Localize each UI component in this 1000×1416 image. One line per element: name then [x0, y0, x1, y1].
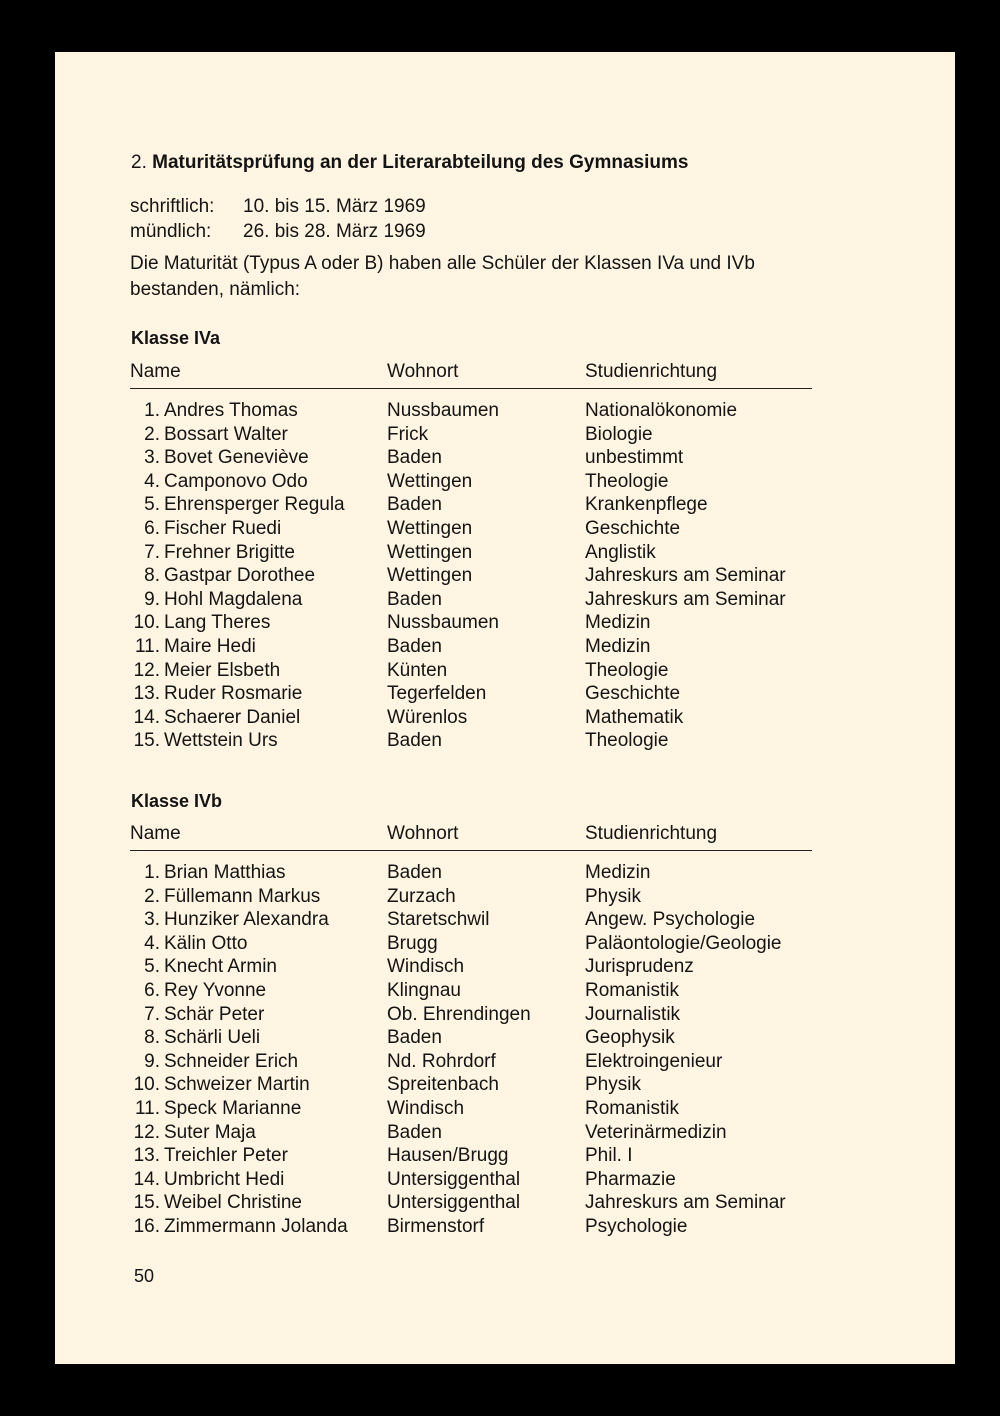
- row-number: 9.: [144, 1050, 160, 1072]
- table-row: [130, 729, 812, 753]
- row-wohnort: Baden: [387, 447, 442, 469]
- table-row: [130, 706, 812, 730]
- row-studienrichtung: unbestimmt: [585, 447, 684, 469]
- row-number: 10.: [133, 1074, 160, 1096]
- row-name: Hunziker Alexandra: [164, 909, 329, 931]
- table-row: [130, 493, 812, 517]
- row-wohnort: Nussbaumen: [387, 612, 499, 634]
- row-name: Lang Theres: [164, 612, 271, 634]
- row-name: Zimmermann Jolanda: [164, 1215, 348, 1237]
- row-wohnort: Wettingen: [387, 541, 473, 563]
- row-name: Hohl Magdalena: [164, 588, 303, 610]
- row-number: 13.: [133, 1145, 160, 1167]
- table-row: [130, 541, 812, 565]
- table-row: [130, 979, 812, 1003]
- row-name: Fischer Ruedi: [164, 517, 282, 539]
- row-wohnort: Nussbaumen: [387, 400, 499, 421]
- row-name: Weibel Christine: [164, 1192, 302, 1214]
- row-number: 16.: [133, 1215, 160, 1237]
- row-number: 13.: [133, 683, 160, 705]
- row-name: Ruder Rosmarie: [164, 683, 303, 705]
- date-value: 10. bis 15. März 1969: [243, 196, 426, 217]
- row-number: 4.: [144, 470, 160, 492]
- row-name: Meier Elsbeth: [164, 659, 281, 681]
- row-number: 12.: [133, 659, 160, 681]
- table-row: [130, 861, 812, 885]
- row-number: 3.: [144, 909, 160, 931]
- header-wohnort: Wohnort: [387, 361, 459, 382]
- row-studienrichtung: Medizin: [585, 862, 651, 883]
- page-number: 50: [134, 1266, 155, 1286]
- table-row: [130, 659, 812, 683]
- row-studienrichtung: Geschichte: [585, 683, 681, 705]
- row-number: 8.: [144, 1027, 160, 1049]
- row-wohnort: Baden: [387, 635, 442, 657]
- section-heading: [131, 152, 688, 174]
- row-number: 12.: [133, 1121, 160, 1143]
- row-name: Bovet Geneviève: [164, 447, 309, 469]
- table-row: [130, 955, 812, 979]
- row-wohnort: Baden: [387, 862, 442, 883]
- row-name: Andres Thomas: [164, 400, 298, 421]
- table-row: [130, 932, 812, 956]
- row-studienrichtung: Paläontologie/Geologie: [585, 932, 782, 954]
- row-name: Schneider Erich: [164, 1050, 299, 1072]
- row-studienrichtung: Psychologie: [585, 1215, 688, 1237]
- row-wohnort: Spreitenbach: [387, 1074, 499, 1096]
- row-studienrichtung: Geophysik: [585, 1027, 675, 1049]
- row-studienrichtung: Jahreskurs am Seminar: [585, 588, 786, 610]
- row-number: 9.: [144, 588, 160, 610]
- row-wohnort: Birmenstorf: [387, 1215, 485, 1237]
- row-studienrichtung: Geschichte: [585, 517, 681, 539]
- row-wohnort: Klingnau: [387, 979, 461, 1001]
- row-number: 4.: [144, 932, 160, 954]
- row-name: Füllemann Markus: [164, 885, 321, 907]
- row-number: 8.: [144, 565, 160, 587]
- row-wohnort: Baden: [387, 1027, 442, 1049]
- row-studienrichtung: Phil. I: [585, 1145, 633, 1167]
- row-number: 6.: [144, 979, 160, 1001]
- row-wohnort: Wettingen: [387, 565, 473, 587]
- table-row: [130, 1121, 812, 1145]
- row-wohnort: Untersiggenthal: [387, 1168, 521, 1190]
- row-wohnort: Baden: [387, 730, 442, 752]
- table-row: [130, 1215, 812, 1239]
- row-studienrichtung: Nationalökonomie: [585, 400, 738, 421]
- row-name: Rey Yvonne: [164, 979, 267, 1001]
- table-row: [130, 423, 812, 447]
- table-header: [130, 821, 812, 851]
- header-name: Name: [130, 823, 181, 844]
- table-header: [130, 359, 812, 389]
- table-row: [130, 446, 812, 470]
- row-name: Camponovo Odo: [164, 470, 308, 492]
- table-row: [130, 1168, 812, 1192]
- row-number: 14.: [133, 1168, 160, 1190]
- table-row: [130, 588, 812, 612]
- table-row: [130, 908, 812, 932]
- row-wohnort: Ob. Ehrendingen: [387, 1003, 531, 1025]
- class-table-iva: [130, 359, 812, 753]
- date-label: schriftlich:: [130, 196, 215, 217]
- row-number: 11.: [134, 635, 160, 657]
- row-studienrichtung: Jahreskurs am Seminar: [585, 1192, 786, 1214]
- intro-paragraph: Die Maturität (Typus A oder B) haben alle Schüler der Klassen IVa und IVb bestanden, nämlich:: [130, 253, 755, 300]
- row-name: Knecht Armin: [164, 956, 277, 978]
- table-row: [130, 1097, 812, 1121]
- table-row: [130, 564, 812, 588]
- row-wohnort: Baden: [387, 494, 442, 516]
- row-number: 5.: [144, 956, 160, 978]
- row-name: Schweizer Martin: [164, 1074, 310, 1096]
- header-wohnort: Wohnort: [387, 823, 459, 844]
- row-wohnort: Wettingen: [387, 470, 473, 492]
- row-studienrichtung: Physik: [585, 885, 641, 907]
- row-name: Gastpar Dorothee: [164, 565, 316, 587]
- date-row-written: [130, 194, 426, 219]
- row-name: Suter Maja: [164, 1121, 256, 1143]
- class-table-ivb: [130, 821, 812, 1239]
- row-number: 10.: [133, 612, 160, 634]
- row-number: 14.: [133, 706, 160, 728]
- row-studienrichtung: Romanistik: [585, 1097, 679, 1119]
- row-number: 2.: [144, 423, 160, 445]
- header-studienrichtung: Studienrichtung: [585, 361, 718, 382]
- row-studienrichtung: Angew. Psychologie: [585, 909, 756, 931]
- row-studienrichtung: Journalistik: [585, 1003, 681, 1025]
- row-number: 3.: [144, 447, 160, 469]
- row-studienrichtung: Veterinärmedizin: [585, 1121, 727, 1143]
- row-studienrichtung: Elektroingenieur: [585, 1050, 723, 1072]
- table-row: [130, 611, 812, 635]
- row-wohnort: Wettingen: [387, 517, 473, 539]
- header-studienrichtung: Studienrichtung: [585, 823, 718, 844]
- row-number: 15.: [133, 1192, 160, 1214]
- row-name: Ehrensperger Regula: [164, 494, 345, 516]
- exam-dates: [130, 194, 426, 244]
- row-studienrichtung: Theologie: [585, 470, 669, 492]
- table-row: [130, 682, 812, 706]
- header-name: Name: [130, 361, 181, 382]
- row-studienrichtung: Krankenpflege: [585, 494, 708, 516]
- row-wohnort: Baden: [387, 588, 442, 610]
- row-studienrichtung: Jurisprudenz: [585, 956, 694, 978]
- row-number: 7.: [144, 1003, 160, 1025]
- row-wohnort: Würenlos: [387, 706, 468, 728]
- row-name: Brian Matthias: [164, 862, 286, 883]
- section-number: 2.: [131, 152, 147, 173]
- row-name: Bossart Walter: [164, 423, 288, 445]
- date-label: mündlich:: [130, 221, 212, 242]
- row-wohnort: Tegerfelden: [387, 683, 487, 705]
- row-wohnort: Frick: [387, 423, 429, 445]
- table-body: [130, 851, 812, 1239]
- table-row: [130, 1144, 812, 1168]
- table-row: [130, 1026, 812, 1050]
- row-studienrichtung: Romanistik: [585, 979, 679, 1001]
- date-value: 26. bis 28. März 1969: [243, 221, 426, 242]
- row-studienrichtung: Biologie: [585, 423, 653, 445]
- row-number: 11.: [134, 1097, 160, 1119]
- row-number: 7.: [144, 541, 160, 563]
- row-wohnort: Baden: [387, 1121, 442, 1143]
- row-name: Schär Peter: [164, 1003, 265, 1025]
- row-number: 1.: [144, 862, 160, 883]
- row-name: Frehner Brigitte: [164, 541, 295, 563]
- row-wohnort: Hausen/Brugg: [387, 1145, 509, 1167]
- row-studienrichtung: Mathematik: [585, 706, 684, 728]
- table-row: [130, 517, 812, 541]
- row-name: Kälin Otto: [164, 932, 248, 954]
- row-wohnort: Windisch: [387, 956, 465, 978]
- table-row: [130, 635, 812, 659]
- row-number: 15.: [133, 730, 160, 752]
- row-name: Schaerer Daniel: [164, 706, 301, 728]
- row-wohnort: Künten: [387, 659, 448, 681]
- row-wohnort: Zurzach: [387, 885, 456, 907]
- class-title-ivb: Klasse IVb: [131, 791, 223, 811]
- row-studienrichtung: Medizin: [585, 612, 651, 634]
- row-studienrichtung: Jahreskurs am Seminar: [585, 565, 786, 587]
- row-wohnort: Nd. Rohrdorf: [387, 1050, 496, 1072]
- row-studienrichtung: Medizin: [585, 635, 651, 657]
- document-page: [55, 52, 955, 1364]
- table-row: [130, 470, 812, 494]
- row-name: Schärli Ueli: [164, 1027, 261, 1049]
- row-wohnort: Untersiggenthal: [387, 1192, 521, 1214]
- row-studienrichtung: Theologie: [585, 659, 669, 681]
- table-row: [130, 1003, 812, 1027]
- table-row: [130, 1050, 812, 1074]
- class-title-iva: Klasse IVa: [131, 328, 221, 348]
- table-row: [130, 399, 812, 423]
- table-row: [130, 1073, 812, 1097]
- row-name: Wettstein Urs: [164, 730, 278, 752]
- row-studienrichtung: Physik: [585, 1074, 641, 1096]
- row-name: Umbricht Hedi: [164, 1168, 285, 1190]
- row-studienrichtung: Anglistik: [585, 541, 656, 563]
- row-studienrichtung: Theologie: [585, 730, 669, 752]
- table-row: [130, 1191, 812, 1215]
- row-number: 1.: [144, 400, 160, 421]
- date-row-oral: [130, 219, 426, 244]
- table-row: [130, 885, 812, 909]
- row-number: 6.: [144, 517, 160, 539]
- row-name: Treichler Peter: [164, 1145, 288, 1167]
- row-name: Maire Hedi: [164, 635, 256, 657]
- row-number: 5.: [144, 494, 160, 516]
- row-name: Speck Marianne: [164, 1097, 302, 1119]
- section-title: Maturitätsprüfung an der Literarabteilung des Gymnasiums: [152, 152, 689, 173]
- table-body: [130, 389, 812, 753]
- row-wohnort: Brugg: [387, 932, 438, 954]
- row-studienrichtung: Pharmazie: [585, 1168, 676, 1190]
- row-number: 2.: [144, 885, 160, 907]
- row-wohnort: Staretschwil: [387, 909, 490, 931]
- row-wohnort: Windisch: [387, 1097, 465, 1119]
